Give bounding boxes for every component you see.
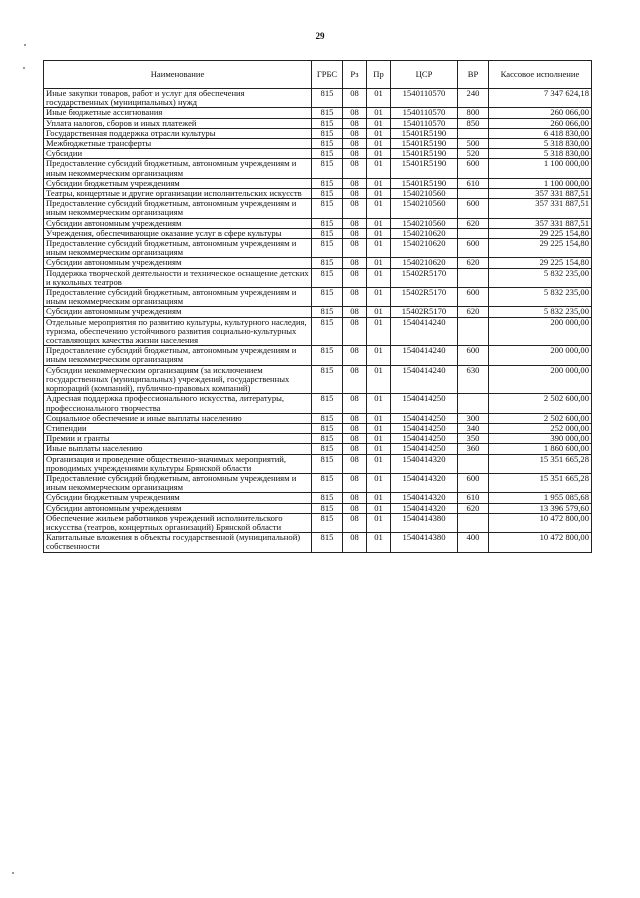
cell-vr: 630 <box>458 365 489 394</box>
cell-grbs: 815 <box>312 189 343 199</box>
cell-vr: 520 <box>458 149 489 159</box>
table-row <box>44 149 592 159</box>
cell-csr: 1540414240 <box>391 365 458 394</box>
cell-name: Иные выплаты населению <box>44 444 312 454</box>
cell-vr: 500 <box>458 139 489 149</box>
cell-grbs: 815 <box>312 118 343 128</box>
table-row <box>44 365 592 394</box>
cell-vr: 600 <box>458 288 489 307</box>
cell-grbs: 815 <box>312 288 343 307</box>
cell-name: Предоставление субсидий бюджетным, автономным учреждениям и иным некоммерческим организациям <box>44 288 312 307</box>
cell-csr: 1540414240 <box>391 346 458 365</box>
cell-name: Субсидии автономным учреждениям <box>44 503 312 513</box>
cell-name: Субсидии бюджетным учреждениям <box>44 178 312 188</box>
cell-name: Предоставление субсидий бюджетным, автономным учреждениям и иным некоммерческим организациям <box>44 199 312 218</box>
cell-name: Межбюджетные трансферты <box>44 139 312 149</box>
table-row <box>44 454 592 473</box>
cell-rz: 08 <box>343 228 367 238</box>
cell-csr: 1540414380 <box>391 533 458 552</box>
table-row <box>44 533 592 552</box>
cell-pr: 01 <box>367 178 391 188</box>
cell-grbs: 815 <box>312 258 343 268</box>
cell-csr: 15401R5190 <box>391 178 458 188</box>
cell-grbs: 815 <box>312 434 343 444</box>
table-row <box>44 434 592 444</box>
cell-name: Отдельные мероприятия по развитию культуры, культурного наследия, туризма, обеспечению устойчивого развития социально-культурных составляющих качества жизни населения <box>44 317 312 346</box>
cell-name: Субсидии автономным учреждениям <box>44 307 312 317</box>
cell-exec: 1 860 600,00 <box>489 444 592 454</box>
cell-vr: 300 <box>458 413 489 423</box>
cell-exec: 5 832 235,00 <box>489 307 592 317</box>
cell-exec: 1 100 000,00 <box>489 178 592 188</box>
cell-grbs: 815 <box>312 473 343 492</box>
cell-exec: 29 225 154,80 <box>489 239 592 258</box>
table-row <box>44 423 592 433</box>
cell-name: Премии и гранты <box>44 434 312 444</box>
cell-rz: 08 <box>343 413 367 423</box>
cell-rz: 08 <box>343 423 367 433</box>
cell-pr: 01 <box>367 307 391 317</box>
cell-vr <box>458 394 489 413</box>
cell-vr <box>458 317 489 346</box>
table-row <box>44 503 592 513</box>
cell-csr: 1540110570 <box>391 89 458 108</box>
cell-rz: 08 <box>343 444 367 454</box>
cell-rz: 08 <box>343 149 367 159</box>
cell-grbs: 815 <box>312 268 343 287</box>
cell-pr: 01 <box>367 365 391 394</box>
cell-pr: 01 <box>367 394 391 413</box>
cell-exec: 200 000,00 <box>489 346 592 365</box>
cell-exec: 200 000,00 <box>489 365 592 394</box>
cell-vr: 600 <box>458 473 489 492</box>
cell-rz: 08 <box>343 365 367 394</box>
table-row <box>44 218 592 228</box>
page-number: 29 <box>315 31 325 41</box>
cell-vr <box>458 189 489 199</box>
cell-exec: 5 832 235,00 <box>489 268 592 287</box>
cell-csr: 15401R5190 <box>391 139 458 149</box>
cell-csr: 1540110570 <box>391 118 458 128</box>
cell-rz: 08 <box>343 139 367 149</box>
table-row <box>44 413 592 423</box>
cell-rz: 08 <box>343 533 367 552</box>
table-row <box>44 307 592 317</box>
budget-execution-table <box>43 60 592 553</box>
cell-vr: 600 <box>458 239 489 258</box>
cell-vr: 600 <box>458 346 489 365</box>
cell-pr: 01 <box>367 189 391 199</box>
cell-name: Капитальные вложения в объекты государственной (муниципальной) собственности <box>44 533 312 552</box>
cell-grbs: 815 <box>312 139 343 149</box>
cell-exec: 29 225 154,80 <box>489 228 592 238</box>
cell-vr: 610 <box>458 493 489 503</box>
cell-pr: 01 <box>367 108 391 118</box>
cell-vr: 350 <box>458 434 489 444</box>
cell-pr: 01 <box>367 139 391 149</box>
cell-vr: 620 <box>458 258 489 268</box>
cell-grbs: 815 <box>312 413 343 423</box>
header-grbs: ГРБС <box>312 61 343 89</box>
cell-vr: 620 <box>458 307 489 317</box>
cell-name: Адресная поддержка профессионального искусства, литературы, профессионального творчества <box>44 394 312 413</box>
cell-rz: 08 <box>343 89 367 108</box>
table-row <box>44 178 592 188</box>
cell-grbs: 815 <box>312 159 343 178</box>
cell-name: Предоставление субсидий бюджетным, автономным учреждениям и иным некоммерческим организациям <box>44 159 312 178</box>
cell-exec: 357 331 887,51 <box>489 189 592 199</box>
cell-exec: 13 396 579,60 <box>489 503 592 513</box>
cell-exec: 5 318 830,00 <box>489 139 592 149</box>
cell-exec: 5 832 235,00 <box>489 288 592 307</box>
cell-pr: 01 <box>367 493 391 503</box>
cell-pr: 01 <box>367 228 391 238</box>
cell-exec: 2 502 600,00 <box>489 413 592 423</box>
cell-csr: 1540414250 <box>391 413 458 423</box>
cell-csr: 1540414250 <box>391 444 458 454</box>
cell-csr: 1540414320 <box>391 493 458 503</box>
cell-grbs: 815 <box>312 239 343 258</box>
cell-vr <box>458 128 489 138</box>
cell-vr <box>458 228 489 238</box>
cell-csr: 15401R5190 <box>391 149 458 159</box>
cell-rz: 08 <box>343 178 367 188</box>
cell-csr: 1540210620 <box>391 228 458 238</box>
cell-rz: 08 <box>343 239 367 258</box>
cell-exec: 260 066,00 <box>489 118 592 128</box>
cell-pr: 01 <box>367 317 391 346</box>
cell-pr: 01 <box>367 268 391 287</box>
cell-name: Театры, концертные и другие организации исполнительских искусств <box>44 189 312 199</box>
scan-speck <box>12 872 14 874</box>
cell-exec: 5 318 830,00 <box>489 149 592 159</box>
cell-grbs: 815 <box>312 149 343 159</box>
cell-rz: 08 <box>343 434 367 444</box>
cell-exec: 6 418 830,00 <box>489 128 592 138</box>
cell-pr: 01 <box>367 503 391 513</box>
cell-name: Субсидии автономным учреждениям <box>44 218 312 228</box>
cell-pr: 01 <box>367 149 391 159</box>
table-row <box>44 317 592 346</box>
cell-vr <box>458 268 489 287</box>
cell-vr: 610 <box>458 178 489 188</box>
cell-rz: 08 <box>343 128 367 138</box>
cell-csr: 15401R5190 <box>391 128 458 138</box>
cell-rz: 08 <box>343 199 367 218</box>
cell-exec: 252 000,00 <box>489 423 592 433</box>
table-row <box>44 128 592 138</box>
table-header-row <box>44 61 592 89</box>
cell-csr: 15402R5170 <box>391 268 458 287</box>
cell-exec: 10 472 800,00 <box>489 513 592 532</box>
cell-csr: 15401R5190 <box>391 159 458 178</box>
cell-name: Организация и проведение общественно-значимых мероприятий, проводимых учреждениями культуры Брянской области <box>44 454 312 473</box>
header-exec: Кассовое исполнение <box>489 61 592 89</box>
cell-name: Предоставление субсидий бюджетным, автономным учреждениям и иным некоммерческим организациям <box>44 473 312 492</box>
cell-csr: 1540210560 <box>391 189 458 199</box>
cell-csr: 1540210620 <box>391 258 458 268</box>
cell-csr: 1540414240 <box>391 317 458 346</box>
cell-grbs: 815 <box>312 228 343 238</box>
cell-csr: 1540414320 <box>391 473 458 492</box>
table-row <box>44 346 592 365</box>
cell-pr: 01 <box>367 413 391 423</box>
cell-pr: 01 <box>367 159 391 178</box>
cell-exec: 200 000,00 <box>489 317 592 346</box>
cell-grbs: 815 <box>312 108 343 118</box>
table-row <box>44 493 592 503</box>
cell-rz: 08 <box>343 454 367 473</box>
cell-csr: 15402R5170 <box>391 307 458 317</box>
cell-exec: 29 225 154,80 <box>489 258 592 268</box>
cell-name: Предоставление субсидий бюджетным, автономным учреждениям и иным некоммерческим организациям <box>44 346 312 365</box>
table-row <box>44 228 592 238</box>
cell-vr <box>458 454 489 473</box>
cell-pr: 01 <box>367 288 391 307</box>
table-body <box>44 89 592 553</box>
cell-name: Обеспечение жильем работников учреждений исполнительского искусства (театров, концертных организаций) Брянской области <box>44 513 312 532</box>
cell-rz: 08 <box>343 108 367 118</box>
scan-speck <box>24 44 26 46</box>
cell-name: Субсидии бюджетным учреждениям <box>44 493 312 503</box>
cell-exec: 15 351 665,28 <box>489 473 592 492</box>
cell-grbs: 815 <box>312 199 343 218</box>
header-csr: ЦСР <box>391 61 458 89</box>
cell-name: Стипендии <box>44 423 312 433</box>
cell-csr: 1540210560 <box>391 199 458 218</box>
cell-exec: 7 347 624,18 <box>489 89 592 108</box>
cell-grbs: 815 <box>312 444 343 454</box>
cell-exec: 390 000,00 <box>489 434 592 444</box>
cell-rz: 08 <box>343 503 367 513</box>
cell-name: Государственная поддержка отрасли культуры <box>44 128 312 138</box>
cell-exec: 357 331 887,51 <box>489 218 592 228</box>
cell-vr: 620 <box>458 218 489 228</box>
cell-rz: 08 <box>343 268 367 287</box>
cell-rz: 08 <box>343 513 367 532</box>
scan-speck <box>23 67 25 69</box>
cell-grbs: 815 <box>312 317 343 346</box>
cell-exec: 1 955 085,68 <box>489 493 592 503</box>
cell-pr: 01 <box>367 239 391 258</box>
cell-exec: 15 351 665,28 <box>489 454 592 473</box>
cell-grbs: 815 <box>312 89 343 108</box>
cell-pr: 01 <box>367 513 391 532</box>
cell-vr: 400 <box>458 533 489 552</box>
cell-csr: 1540414250 <box>391 423 458 433</box>
table-row <box>44 189 592 199</box>
cell-pr: 01 <box>367 434 391 444</box>
cell-name: Субсидии <box>44 149 312 159</box>
cell-pr: 01 <box>367 454 391 473</box>
cell-vr: 360 <box>458 444 489 454</box>
cell-pr: 01 <box>367 473 391 492</box>
cell-rz: 08 <box>343 307 367 317</box>
cell-name: Социальное обеспечение и иные выплаты населению <box>44 413 312 423</box>
cell-grbs: 815 <box>312 533 343 552</box>
cell-name: Уплата налогов, сборов и иных платежей <box>44 118 312 128</box>
cell-pr: 01 <box>367 218 391 228</box>
cell-csr: 1540210620 <box>391 239 458 258</box>
cell-rz: 08 <box>343 473 367 492</box>
cell-exec: 10 472 800,00 <box>489 533 592 552</box>
cell-rz: 08 <box>343 317 367 346</box>
cell-vr: 620 <box>458 503 489 513</box>
cell-grbs: 815 <box>312 513 343 532</box>
cell-vr: 600 <box>458 199 489 218</box>
cell-vr: 240 <box>458 89 489 108</box>
cell-rz: 08 <box>343 394 367 413</box>
table-row <box>44 394 592 413</box>
cell-grbs: 815 <box>312 178 343 188</box>
cell-rz: 08 <box>343 159 367 178</box>
cell-pr: 01 <box>367 258 391 268</box>
cell-pr: 01 <box>367 89 391 108</box>
table-row <box>44 89 592 108</box>
table-row <box>44 118 592 128</box>
header-rz: Рз <box>343 61 367 89</box>
cell-vr: 600 <box>458 159 489 178</box>
table-row <box>44 108 592 118</box>
cell-grbs: 815 <box>312 365 343 394</box>
cell-rz: 08 <box>343 493 367 503</box>
cell-csr: 1540414320 <box>391 503 458 513</box>
cell-grbs: 815 <box>312 394 343 413</box>
cell-vr <box>458 513 489 532</box>
cell-exec: 1 100 000,00 <box>489 159 592 178</box>
cell-pr: 01 <box>367 128 391 138</box>
cell-rz: 08 <box>343 189 367 199</box>
cell-grbs: 815 <box>312 423 343 433</box>
cell-rz: 08 <box>343 288 367 307</box>
cell-rz: 08 <box>343 118 367 128</box>
table-row <box>44 288 592 307</box>
cell-pr: 01 <box>367 533 391 552</box>
cell-grbs: 815 <box>312 493 343 503</box>
cell-grbs: 815 <box>312 128 343 138</box>
cell-grbs: 815 <box>312 346 343 365</box>
cell-csr: 1540414250 <box>391 434 458 444</box>
table-row <box>44 199 592 218</box>
header-vr: ВР <box>458 61 489 89</box>
cell-exec: 357 331 887,51 <box>489 199 592 218</box>
cell-pr: 01 <box>367 423 391 433</box>
cell-grbs: 815 <box>312 454 343 473</box>
table-row <box>44 159 592 178</box>
cell-csr: 1540414380 <box>391 513 458 532</box>
cell-rz: 08 <box>343 218 367 228</box>
cell-grbs: 815 <box>312 307 343 317</box>
cell-pr: 01 <box>367 444 391 454</box>
cell-exec: 260 066,00 <box>489 108 592 118</box>
cell-name: Субсидии некоммерческим организациям (за исключением государственных (муниципальных) учреждений, государственных корпораций (компаний), публично-правовых компаний) <box>44 365 312 394</box>
cell-pr: 01 <box>367 118 391 128</box>
table-row <box>44 258 592 268</box>
cell-grbs: 815 <box>312 218 343 228</box>
cell-name: Иные закупки товаров, работ и услуг для обеспечения государственных (муниципальных) нужд <box>44 89 312 108</box>
cell-name: Субсидии автономным учреждениям <box>44 258 312 268</box>
table-row <box>44 444 592 454</box>
cell-name: Поддержка творческой деятельности и техническое оснащение детских и кукольных театров <box>44 268 312 287</box>
cell-grbs: 815 <box>312 503 343 513</box>
cell-vr: 800 <box>458 108 489 118</box>
table-row <box>44 473 592 492</box>
cell-vr: 850 <box>458 118 489 128</box>
table-row <box>44 239 592 258</box>
table-row <box>44 268 592 287</box>
header-name: Наименование <box>44 61 312 89</box>
cell-vr: 340 <box>458 423 489 433</box>
cell-csr: 1540414250 <box>391 394 458 413</box>
table-row <box>44 139 592 149</box>
cell-rz: 08 <box>343 258 367 268</box>
cell-csr: 1540414320 <box>391 454 458 473</box>
cell-rz: 08 <box>343 346 367 365</box>
header-pr: Пр <box>367 61 391 89</box>
cell-exec: 2 502 600,00 <box>489 394 592 413</box>
table-row <box>44 513 592 532</box>
cell-name: Учреждения, обеспечивающие оказание услуг в сфере культуры <box>44 228 312 238</box>
cell-csr: 15402R5170 <box>391 288 458 307</box>
cell-name: Предоставление субсидий бюджетным, автономным учреждениям и иным некоммерческим организациям <box>44 239 312 258</box>
cell-pr: 01 <box>367 199 391 218</box>
cell-pr: 01 <box>367 346 391 365</box>
cell-csr: 1540110570 <box>391 108 458 118</box>
cell-csr: 1540210560 <box>391 218 458 228</box>
cell-name: Иные бюджетные ассигнования <box>44 108 312 118</box>
